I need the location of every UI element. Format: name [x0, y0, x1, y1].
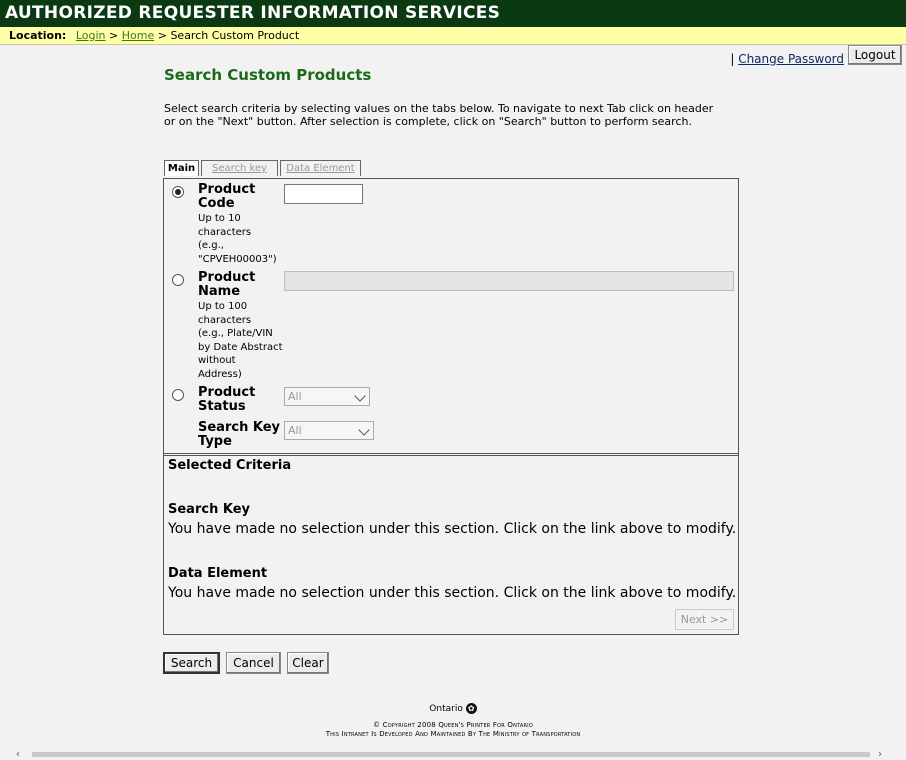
select-value: All — [288, 424, 302, 437]
hint-line: Up to 100 — [198, 301, 248, 312]
search-button[interactable]: Search — [163, 652, 220, 674]
tab-search-key[interactable]: Search key — [201, 160, 278, 176]
label-line: Search Key — [198, 420, 280, 435]
trillium-icon: ✿ — [466, 703, 477, 714]
tab-data-element[interactable]: Data Element — [280, 160, 361, 176]
product-code-label — [198, 183, 255, 211]
link-separator: | — [730, 52, 735, 66]
next-button[interactable]: Next >> — [675, 609, 734, 630]
select-value: All — [288, 390, 302, 403]
product-status-radio[interactable] — [172, 389, 184, 401]
chevron-down-icon — [354, 390, 365, 401]
product-code-hint — [198, 212, 277, 266]
label-line: Status — [198, 399, 246, 414]
hint-line: Up to 10 — [198, 213, 241, 224]
product-code-radio[interactable] — [172, 186, 184, 198]
product-name-radio[interactable] — [172, 274, 184, 286]
instructions-line: Select search criteria by selecting values on the tabs below. To navigate to next Tab click on header — [164, 102, 714, 115]
maintained-by-text: This Intranet Is Developed And Maintained By The Ministry of Transportation — [325, 730, 581, 738]
hint-line: "CPVEH00003") — [198, 253, 277, 265]
change-password-link[interactable]: Change Password — [738, 52, 844, 66]
search-key-type-select[interactable] — [284, 421, 374, 440]
scroll-left-icon[interactable]: ‹ — [16, 749, 20, 760]
hint-line: characters — [198, 314, 252, 326]
hint-line: without — [198, 355, 236, 366]
account-links — [730, 52, 844, 66]
cancel-button[interactable]: Cancel — [226, 652, 281, 674]
label-line: Type — [198, 434, 232, 449]
breadcrumb-home-link[interactable]: Home — [121, 29, 155, 42]
horizontal-scrollbar[interactable] — [0, 749, 906, 760]
product-code-input[interactable] — [284, 184, 363, 204]
product-name-label — [198, 271, 255, 299]
product-name-hint — [198, 300, 283, 381]
search-key-type-label — [198, 421, 280, 449]
breadcrumb-current: Search Custom Product — [170, 29, 300, 42]
selected-criteria-title: Selected Criteria — [168, 458, 292, 473]
ontario-logo — [0, 703, 906, 714]
product-status-label — [198, 386, 255, 414]
page-title: Search Custom Products — [164, 66, 372, 84]
copyright-text: © Copyright 2008 Queen's Printer For Ontario — [373, 721, 533, 729]
data-element-section-message: You have made no selection under this section. Click on the link above to modify. — [168, 585, 737, 601]
instructions-text — [164, 102, 744, 128]
data-element-section-title: Data Element — [168, 566, 268, 581]
clear-button[interactable]: Clear — [287, 652, 329, 674]
label-line: Product — [198, 270, 256, 285]
hint-line: (e.g., — [198, 240, 224, 251]
footer-copyright — [0, 721, 906, 739]
breadcrumb-separator: > — [109, 29, 119, 42]
breadcrumb-separator: > — [157, 29, 167, 42]
ontario-wordmark: Ontario — [429, 704, 463, 714]
hint-line: characters — [198, 226, 252, 238]
breadcrumb-login-link[interactable]: Login — [75, 29, 106, 42]
search-criteria-panel — [163, 178, 739, 635]
scrollbar-thumb[interactable] — [32, 752, 870, 757]
hint-line: by Date Abstract — [198, 341, 283, 353]
hint-line: (e.g., Plate/VIN — [198, 328, 273, 339]
app-header-bar — [0, 0, 906, 27]
instructions-line: or on the "Next" button. After selection is complete, click on "Search" button to perform search. — [164, 115, 692, 128]
section-divider — [164, 453, 738, 456]
chevron-down-icon — [358, 424, 369, 435]
breadcrumb — [0, 27, 906, 45]
location-label: Location: — [9, 29, 67, 42]
label-line: Name — [198, 284, 241, 299]
product-name-input[interactable] — [284, 271, 734, 291]
scroll-right-icon[interactable]: › — [878, 749, 882, 760]
logout-button[interactable]: Logout — [848, 45, 902, 65]
label-line: Product — [198, 385, 256, 400]
product-status-select[interactable] — [284, 387, 370, 406]
search-key-section-message: You have made no selection under this section. Click on the link above to modify. — [168, 521, 737, 537]
search-key-section-title: Search Key — [168, 502, 250, 517]
tab-main[interactable]: Main — [164, 160, 199, 176]
label-line: Product — [198, 182, 256, 197]
label-line: Code — [198, 196, 235, 211]
app-title: AUTHORIZED REQUESTER INFORMATION SERVICES — [5, 3, 501, 23]
hint-line: Address) — [198, 368, 242, 380]
